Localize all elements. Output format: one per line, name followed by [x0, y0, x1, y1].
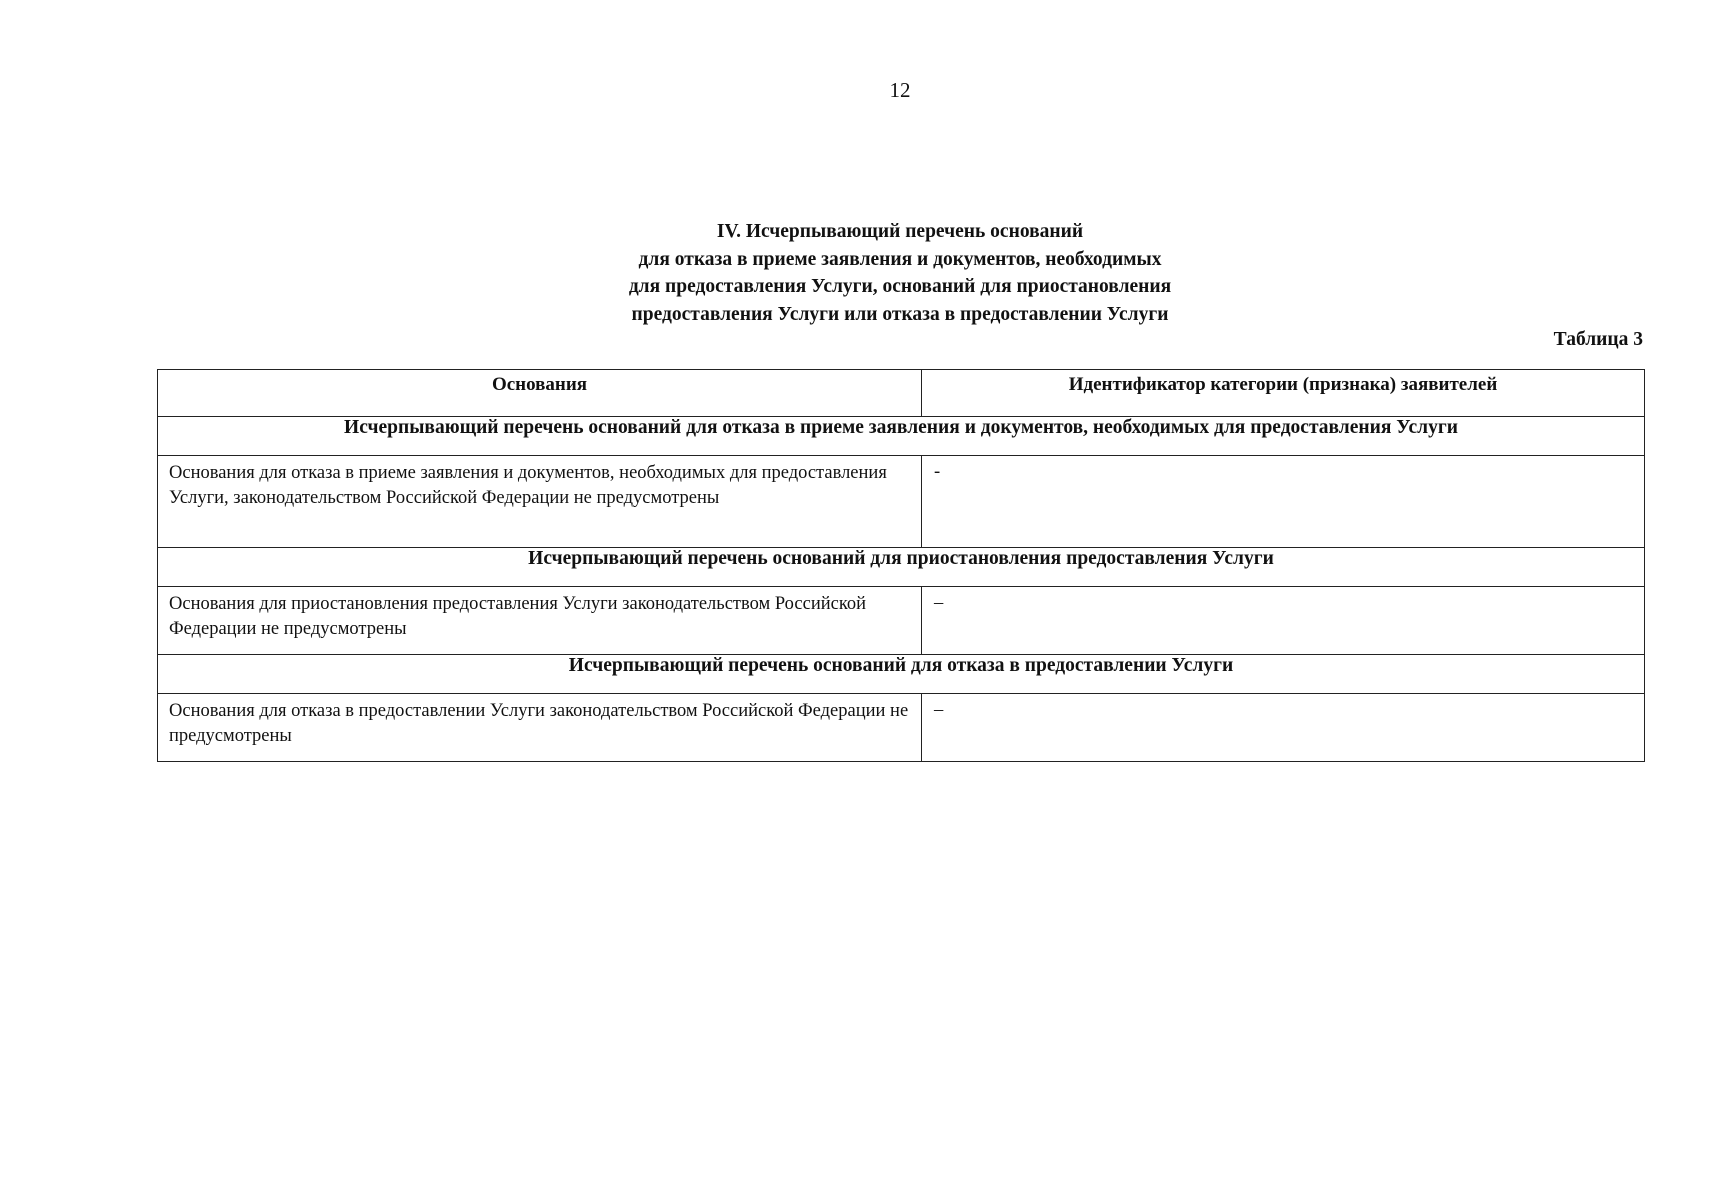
table-section-header	[158, 655, 1645, 694]
applicant-category-cell: –	[922, 587, 1645, 655]
table-row	[158, 587, 1645, 655]
applicant-category-cell: -	[922, 456, 1645, 548]
section-title-refusal-service: Исчерпывающий перечень оснований для отказа в предоставлении Услуги	[158, 655, 1645, 694]
page-number: 12	[889, 78, 911, 102]
section-title-suspension: Исчерпывающий перечень оснований для приостановления предоставления Услуги	[158, 548, 1645, 587]
table-row	[158, 694, 1645, 762]
applicant-category-cell: –	[922, 694, 1645, 762]
heading-line: предоставления Услуги или отказа в предоставлении Услуги	[631, 303, 1169, 325]
table-label: Таблица 3	[1553, 329, 1643, 350]
grounds-cell: Основания для отказа в предоставлении Услуги законодательством Российской Федерации не предусмотрены	[158, 694, 922, 762]
grounds-cell: Основания для приостановления предоставления Услуги законодательством Российской Федерации не предусмотрены	[158, 587, 922, 655]
heading-line: IV. Исчерпывающий перечень оснований	[716, 221, 1084, 242]
table-section-header	[158, 548, 1645, 587]
table-header-row	[158, 370, 1645, 417]
table-row	[158, 456, 1645, 548]
heading-line: для отказа в приеме заявления и документов, необходимых	[638, 248, 1162, 270]
section-heading	[0, 218, 1709, 328]
column-header-grounds: Основания	[158, 370, 922, 417]
table-section-header	[158, 417, 1645, 456]
section-title-refusal-acceptance: Исчерпывающий перечень оснований для отказа в приеме заявления и документов, необходимых для предоставления Услуги	[158, 417, 1645, 456]
grounds-table	[157, 369, 1645, 762]
grounds-cell: Основания для отказа в приеме заявления и документов, необходимых для предоставления Услуги, законодательством Российской Федерации не предусмотрены	[158, 456, 922, 548]
heading-line: для предоставления Услуги, оснований для приостановления	[628, 276, 1172, 297]
column-header-applicant-category: Идентификатор категории (признака) заявителей	[922, 370, 1645, 417]
